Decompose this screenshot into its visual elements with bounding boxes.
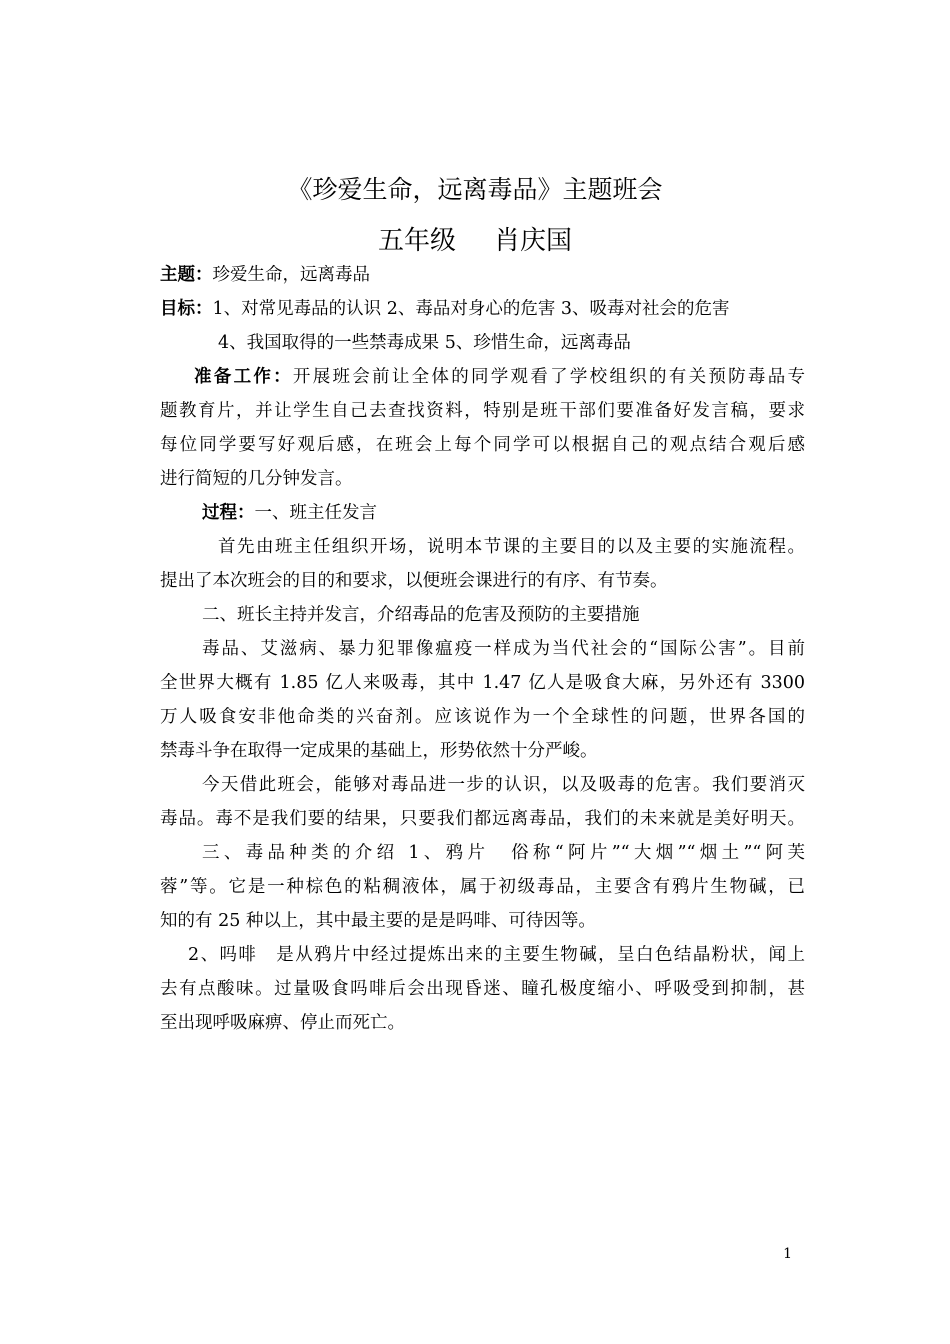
goals-label: 目标： xyxy=(160,299,213,319)
theme-text: 珍爱生命，远离毒品 xyxy=(212,265,370,285)
process-step-3-line-2: 蓉”等。它是一种棕色的粘稠液体，属于初级毒品，主要含有鸦片生物碱，已 xyxy=(160,877,805,897)
preparation-line-1 xyxy=(160,360,805,394)
paragraph-4-line-3: 至出现呼吸麻痹、停止而死亡。 xyxy=(160,1013,405,1033)
preparation-line-3: 每位同学要写好观后感，在班会上每个同学可以根据自己的观点结合观后感 xyxy=(160,435,805,455)
goals-line-2: 4、我国取得的一些禁毒成果 5、珍惜生命，远离毒品 xyxy=(218,333,631,353)
preparation-line-2: 题教育片，并让学生自己去查找资料，特别是班干部们要准备好发言稿，要求 xyxy=(160,401,805,421)
paragraph-3-line-1: 今天借此班会，能够对毒品进一步的认识，以及吸毒的危害。我们要消灭 xyxy=(202,775,805,795)
process-step-3-line-3: 知的有 25 种以上，其中最主要的是是吗啡、可待因等。 xyxy=(160,911,596,931)
preparation-text-1: 开展班会前让全体的同学观看了学校组织的有关预防毒品专 xyxy=(292,367,805,387)
document-subtitle xyxy=(0,220,950,257)
document-body xyxy=(160,258,805,1040)
paragraph-2-line-1: 毒品、艾滋病、暴力犯罪像瘟疫一样成为当代社会的“国际公害”。目前 xyxy=(202,639,805,659)
paragraph-1-line-1: 首先由班主任组织开场，说明本节课的主要目的以及主要的实施流程。 xyxy=(218,537,805,557)
process-step-2: 二、班长主持并发言，介绍毒品的危害及预防的主要措施 xyxy=(202,605,640,625)
goals-line-1 xyxy=(160,292,805,326)
paragraph-2-line-2: 全世界大概有 1.85 亿人来吸毒，其中 1.47 亿人是吸食大麻，另外还有 3300 xyxy=(160,673,805,693)
process-line xyxy=(160,496,805,530)
preparation-label: 准备工作： xyxy=(194,367,293,387)
grade-label: 五年级 xyxy=(377,226,456,256)
paragraph-1-line-2: 提出了本次班会的目的和要求，以便班会课进行的有序、有节奏。 xyxy=(160,571,668,591)
paragraph-2-line-3: 万人吸食安非他命类的兴奋剂。应该说作为一个全球性的问题，世界各国的 xyxy=(160,707,805,727)
document-title: 《珍爱生命，远离毒品》主题班会 xyxy=(287,175,663,204)
process-step-1: 一、班主任发言 xyxy=(254,503,377,523)
page-number: 1 xyxy=(783,1246,792,1262)
goals-text-1: 1、对常见毒品的认识 2、毒品对身心的危害 3、吸毒对社会的危害 xyxy=(212,299,730,319)
process-step-3-line-1: 三、毒品种类的介绍 1、鸦片 俗称“阿片”“大烟”“烟土”“阿芙 xyxy=(202,843,805,863)
preparation-line-4: 进行简短的几分钟发言。 xyxy=(160,469,353,489)
paragraph-4-line-1: 2、吗啡 是从鸦片中经过提炼出来的主要生物碱，呈白色结晶粉状，闻上 xyxy=(188,945,805,965)
process-label: 过程： xyxy=(202,503,255,523)
paragraph-4-line-2: 去有点酸味。过量吸食吗啡后会出现昏迷、瞳孔极度缩小、呼吸受到抑制，甚 xyxy=(160,979,805,999)
paragraph-2-line-4: 禁毒斗争在取得一定成果的基础上，形势依然十分严峻。 xyxy=(160,741,598,761)
teacher-name: 肖庆国 xyxy=(494,226,573,256)
theme-label: 主题： xyxy=(160,265,213,285)
theme-line xyxy=(160,258,805,292)
paragraph-3-line-2: 毒品。毒不是我们要的结果，只要我们都远离毒品，我们的未来就是美好明天。 xyxy=(160,809,805,829)
